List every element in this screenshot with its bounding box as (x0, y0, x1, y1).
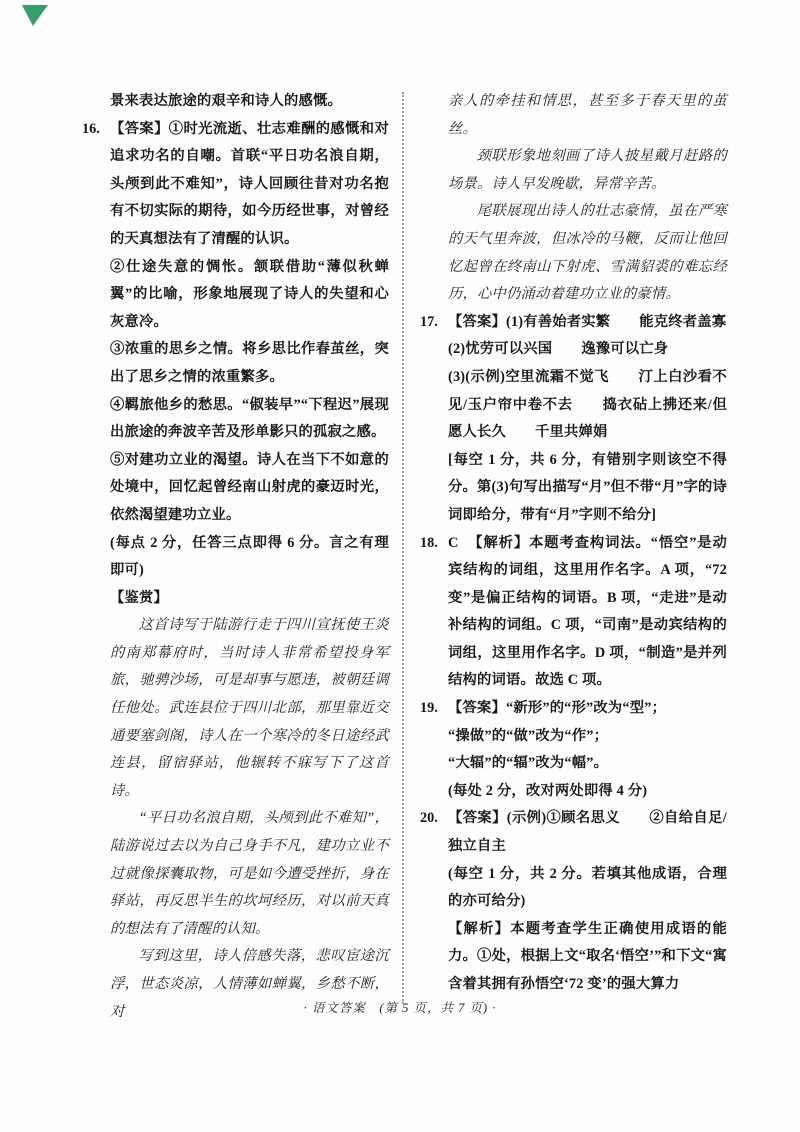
answer-label: 【答案】 (448, 810, 507, 827)
scoring-note-17: [每空 1 分，共 6 分，有错别字则该空不得分。第(3)句写出描写“月”但不带“月”字的诗词即给分，带有“月”字则不给分] (448, 451, 727, 523)
answer-text: (1)有善始者实繁 能克终者盖寡 (506, 313, 727, 330)
right-column (420, 88, 727, 999)
answer-text: ①时光流逝、壮志难酬的感慨和对追求功名的自嘲。首联“平日功名浪自期，头颅到此不难知”，诗人回顾往昔对功名抱有不切实际的期待，如今历经世事，对曾经的天真想法有了清醒的认识。 (110, 120, 389, 247)
analysis-label: 【解析】 (448, 920, 511, 937)
question-number-16: 16. (82, 120, 100, 137)
continuation-paragraph: 景来表达旅途的艰辛和诗人的感慨。 (110, 93, 342, 109)
scoring-note-19: (每处 2 分，改对两处即得 4 分) (448, 782, 648, 799)
answer-17-line-3: (3)(示例)空里流霜不觉飞 汀上白沙看不见/玉户帘中卷不去 捣衣砧上拂还来/但愿人长久 千里共婵娟 (448, 368, 727, 441)
appreciation-heading: 【鉴赏】 (110, 589, 168, 606)
answer-text: (示例)①顾名思义 ②自给自足/独立自主 (448, 810, 727, 855)
question-number-17: 17. (420, 313, 438, 330)
answer-label: 【答案】 (110, 120, 169, 137)
page-footer: · 语文答案 (第 5 页，共 7 页) · (303, 1001, 497, 1015)
answer-16-point-3: ③浓重的思乡之情。将乡思比作春茧丝，突出了思乡之情的浓重繁多。 (110, 341, 389, 385)
analysis-20 (420, 916, 727, 999)
answer-17 (420, 309, 727, 337)
corner-mark-triangle (22, 5, 48, 26)
scoring-note-20: (每空 1 分，共 2 分。若填其他成语，合理的亦可给分) (448, 865, 727, 910)
appreciation-paragraph-5: 尾联展现出诗人的壮志豪情，虽在严寒的天气里奔波，但冰冷的马鞭，反而让他回忆起曾在终南山下射虎、雪满貂裘的难忘经历，心中仍涌动着建功立业的豪情。 (448, 203, 727, 303)
appreciation-paragraph-3: 写到这里，诗人倍感失落，悲叹宦途沉浮，世态炎凉，人情薄如蝉翼，乡愁不断，对 (110, 948, 389, 1020)
answer-16 (82, 116, 389, 254)
answer-text: “新形”的“形”改为“型”； (506, 700, 667, 717)
answer-17-line-2: (2)忧劳可以兴国 逸豫可以亡身 (448, 341, 669, 358)
appreciation-paragraph-4: 颈联形象地刻画了诗人披星戴月赶路的场景。诗人早发晚歇，异常辛苦。 (448, 148, 727, 192)
answer-19-line-3: “大辐”的“辐”改为“幅”。 (448, 755, 609, 772)
appreciation-paragraph-1: 这首诗写于陆游行走于四川宣抚使王炎的南郑幕府时，当时诗人非常希望投身军旅，驰骋沙场，可是却事与愿违，被朝廷调任他处。武连县位于四川北部，那里靠近交通要塞剑阁，诗人在一个寒冷的冬日途经武连县，留宿驿站，他辗转不寐写下了这首诗。 (110, 617, 389, 799)
answer-choice-letter: C (448, 534, 459, 551)
left-column (82, 88, 389, 1026)
answer-20 (420, 805, 727, 860)
column-divider-dotted-rule (402, 92, 404, 1004)
answer-19-line-2: “操做”的“做”改为“作”； (448, 727, 609, 744)
answer-label: 【答案】 (448, 313, 506, 330)
question-number-19: 19. (420, 700, 438, 717)
question-number-20: 20. (420, 810, 438, 827)
analysis-label: 【解析】 (467, 534, 530, 551)
question-number-18: 18. (420, 534, 438, 551)
answer-16-point-2: ②仕途失意的惆怅。颔联借助“薄似秋蝉翼”的比喻，形象地展现了诗人的失望和心灰意冷。 (110, 258, 389, 330)
answer-16-point-5: ⑤对建功立业的渴望。诗人在当下不如意的处境中，回忆起曾经南山射虎的豪迈时光，依然渴望建功立业。 (110, 451, 389, 523)
analysis-text: 本题考查学生正确使用成语的能力。①处，根据上文“取名‘悟空’”和下文“寓含着其拥有孙悟空‘72 变’的强大算力 (448, 920, 727, 992)
scoring-note-16: (每点 2 分，任答三点即得 6 分。言之有理即可) (110, 534, 389, 579)
answer-19 (420, 695, 727, 723)
answer-16-point-4: ④羁旅他乡的愁思。“俶装早”“下程迟”展现出旅途的奔波辛苦及形单影只的孤寂之感。 (110, 396, 389, 441)
appreciation-paragraph-3-continued: 亲人的牵挂和情思，甚至多于春天里的茧丝。 (448, 93, 727, 137)
answer-18 (420, 530, 727, 696)
answer-label: 【答案】 (448, 700, 506, 717)
appreciation-paragraph-2: “平日功名浪自期，头颅到此不难知”，陆游说过去以为自己身手不凡，建功立业不过就像探囊取物，可是如今遭受挫折，身在驿站，再反思半生的坎坷经历，对以前天真的想法有了清醒的认知。 (110, 810, 389, 937)
analysis-text: 本题考查构词法。“悟空”是动宾结构的词组，这里用作名字。A 项，“72 变”是偏正结构的词语。B 项，“走进”是动补结构的词组。C 项，“司南”是动宾结构的词组，这里用作名字。D 项，“制造”是并列结构的词语。故选 C 项。 (448, 534, 727, 689)
